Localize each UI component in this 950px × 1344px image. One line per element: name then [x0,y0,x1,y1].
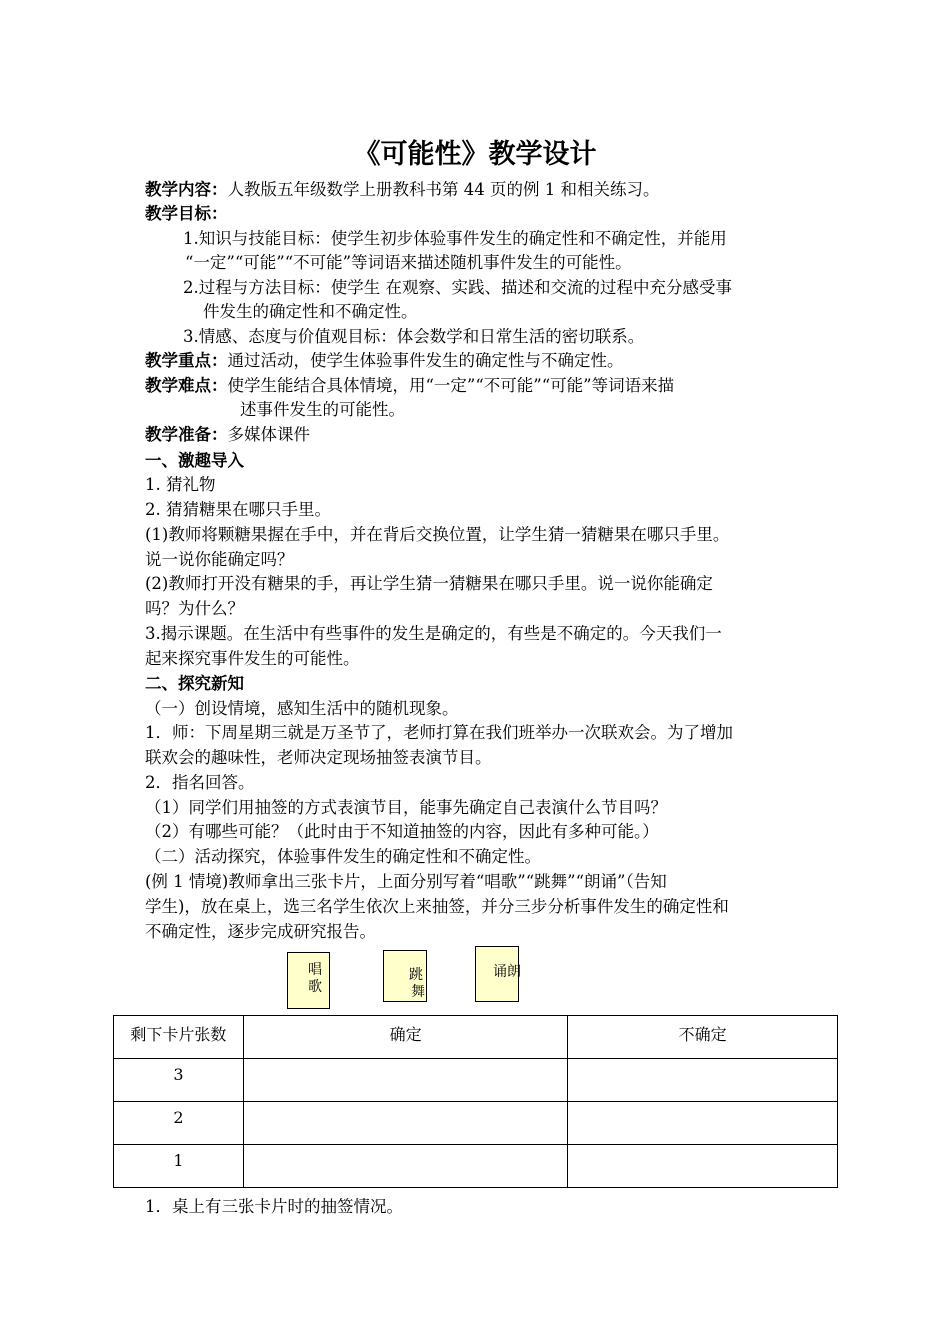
section-2-line: 1．师：下周星期三就是万圣节了，老师打算在我们班举办一次联欢会。为了增加 [145,723,733,742]
section-2-heading: 二、探究新知 [145,674,244,693]
goal-1-line-1: 1.知识与技能目标：使学生初步体验事件发生的确定性和不确定性，并能用 [183,229,727,248]
section-2-line: 联欢会的趣味性，老师决定现场抽签表演节目。 [145,748,492,767]
teaching-content-label: 教学内容： [145,180,228,199]
section-1-line: 吗？为什么？ [145,599,244,618]
row-remaining-count: 3 [114,1059,244,1102]
card-recite-text: 诵朗 [493,964,521,980]
preparation-text: 多媒体课件 [227,425,310,444]
column-header-uncertain: 不确定 [568,1016,838,1059]
section-1-line: 2. 猜猜糖果在哪只手里。 [145,500,331,519]
goal-2-line-2: 件发生的确定性和不确定性。 [203,302,418,321]
column-header-remaining: 剩下卡片张数 [114,1016,244,1059]
table-row [114,1102,838,1145]
column-header-certain: 确定 [243,1016,568,1059]
key-point [145,349,624,373]
section-2-line: 不确定性，逐步完成研究报告。 [145,922,376,941]
goals-label: 教学目标： [145,204,228,223]
section-2-line: 2．指名回答。 [145,773,255,792]
row-certain-cell [243,1059,568,1102]
card-sing-top: 唱 [308,962,322,978]
section-1-heading: 一、激趣导入 [145,451,244,470]
section-2-line: （1）同学们用抽签的方式表演节目，能事先确定自己表演什么节目吗？ [145,798,667,817]
key-point-label: 教学重点： [145,351,228,370]
section-1-line: 3.揭示课题。在生活中有些事件的发生是确定的，有些是不确定的。今天我们一 [145,624,722,643]
difficulty-label: 教学难点： [145,376,228,395]
row-certain-cell [243,1145,568,1188]
table-row [114,1145,838,1188]
row-uncertain-cell [568,1059,838,1102]
goal-1-line-2: “一定”“可能”“不可能”等词语来描述随机事件发生的可能性。 [185,253,632,272]
difficulty [145,374,674,398]
key-point-text: 通过活动，使学生体验事件发生的确定性与不确定性。 [227,351,624,370]
section-2-line: (例 1 情境)教师拿出三张卡片，上面分别写着“唱歌”“跳舞”“朗诵”（告知 [145,872,667,891]
section-1-line: (1)教师将颗糖果握在手中，并在背后交换位置，让学生猜一猜糖果在哪只手里。 [145,525,730,544]
card-dance-bottom: 舞 [411,984,425,1000]
preparation-label: 教学准备： [145,425,228,444]
section-1-line: 说一说你能确定吗？ [145,550,294,569]
difficulty-line-2: 述事件发生的可能性。 [240,400,405,419]
section-1-line: (2)教师打开没有糖果的手，再让学生猜一猜糖果在哪只手里。说一说你能确定 [145,574,713,593]
card-dance [383,950,427,1002]
section-1-line: 起来探究事件发生的可能性。 [145,649,360,668]
table-header-row [114,1016,838,1059]
card-sing [287,952,330,1009]
row-certain-cell [243,1102,568,1145]
teaching-content-text: 人教版五年级数学上册教科书第 44 页的例 1 和相关练习。 [227,180,660,199]
table-row [114,1059,838,1102]
card-dance-top: 跳 [409,967,423,983]
card-sing-bottom: 歌 [308,979,322,995]
row-remaining-count: 2 [114,1102,244,1145]
difficulty-line-1: 使学生能结合具体情境，用“一定”“不可能”“可能”等词语来描 [227,376,675,395]
section-2-line: （2）有哪些可能？（此时由于不知道抽签的内容，因此有多种可能。） [145,822,659,841]
section-1-line: 1. 猜礼物 [145,475,216,494]
section-2-line: （一）创设情境，感知生活中的随机现象。 [145,699,459,718]
card-recite [475,946,519,1002]
footer-line: 1．桌上有三张卡片时的抽签情况。 [145,1197,403,1216]
goal-3-line-1: 3.情感、态度与价值观目标：体会数学和日常生活的密切联系。 [183,327,645,346]
row-remaining-count: 1 [114,1145,244,1188]
section-2-line: 学生)，放在桌上，选三名学生依次上来抽签，并分三步分析事件发生的确定性和 [145,897,729,916]
goal-2-line-1: 2.过程与方法目标：使学生 在观察、实践、描述和交流的过程中充分感受事 [183,278,732,297]
row-uncertain-cell [568,1102,838,1145]
teaching-content [145,178,659,202]
research-report-table [113,1015,838,1188]
page-title: 《可能性》教学设计 [353,139,597,170]
preparation [145,423,310,447]
section-2-line: （二）活动探究，体验事件发生的确定性和不确定性。 [145,847,541,866]
row-uncertain-cell [568,1145,838,1188]
